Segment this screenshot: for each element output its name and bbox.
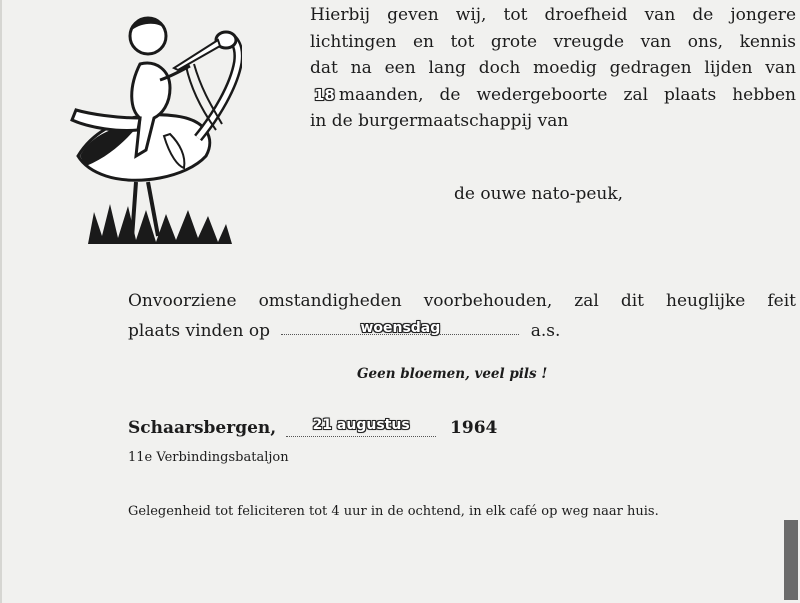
intro-line: dat na een lang doch moedig gedragen lijden van <box>310 58 796 78</box>
intro-line-text: maanden, de wedergeboorte zal plaats hebben <box>338 84 796 105</box>
intro-line: lichtingen en tot grote vreugde van ons, kennis <box>310 31 796 52</box>
honoree-name: de ouwe nato-peuk, <box>454 184 624 204</box>
event-line-start: plaats vinden op <box>128 321 270 341</box>
months-number: 18 <box>314 85 335 104</box>
date-blank <box>286 418 436 437</box>
intro-line: Hierbij geven wij, tot droefheid van de jongere <box>310 5 796 25</box>
motto: Geen bloemen, veel pils ! <box>357 366 548 382</box>
event-year: 1964 <box>450 418 498 438</box>
intro-line <box>310 82 796 109</box>
announcement-intro <box>310 2 796 135</box>
day-blank <box>281 316 519 335</box>
place-date-line <box>128 418 497 438</box>
place-city: Schaarsbergen, <box>128 418 277 438</box>
stork-with-child-illustration <box>66 6 242 252</box>
event-date: 21 augustus <box>312 417 410 433</box>
intro-line: in de burgermaatschappij van <box>310 111 569 131</box>
event-line-end: a.s. <box>530 321 561 341</box>
watermark-tab <box>784 520 798 600</box>
event-day: woensdag <box>360 320 441 336</box>
footer-note: Gelegenheid tot feliciteren tot 4 uur in de ochtend, in elk café op weg naar huis. <box>128 504 659 519</box>
event-line: Onvoorziene omstandigheden voorbehouden, zal dit heuglijke feit <box>128 291 796 311</box>
event-paragraph <box>128 286 796 346</box>
battalion-name: 11e Verbindingsbataljon <box>128 450 289 465</box>
